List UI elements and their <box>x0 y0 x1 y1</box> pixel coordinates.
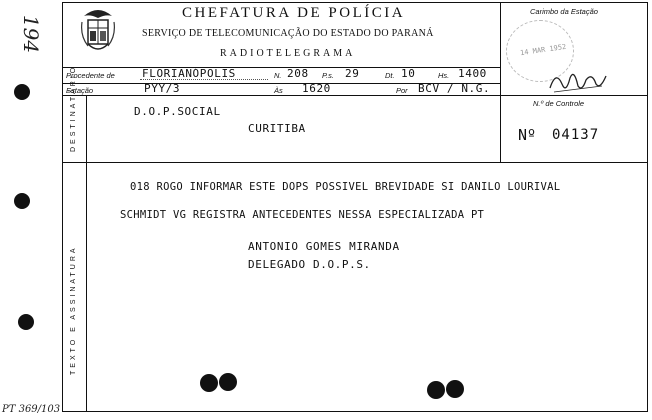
n-value: 208 <box>287 67 309 80</box>
destinatario-line1: D.O.P.SOCIAL <box>134 105 221 118</box>
punch-hole <box>446 380 464 398</box>
signature-name: ANTONIO GOMES MIRANDA <box>248 240 400 253</box>
estacao-value: PYY/3 <box>144 82 181 95</box>
body-line1: 018 ROGO INFORMAR ESTE DOPS POSSIVEL BREVIDADE SI DANILO LOURIVAL <box>130 181 561 193</box>
control-label: N.º de Controle <box>533 99 585 108</box>
hrs-label: Hs. <box>438 71 450 80</box>
header-title: CHEFATURA DE POLÍCIA <box>182 5 406 21</box>
punch-hole <box>427 381 445 399</box>
pal-value: 29 <box>345 67 360 80</box>
punch-hole <box>200 374 218 392</box>
as-value: 1620 <box>302 82 331 95</box>
as-label: Às <box>274 86 283 95</box>
estacao-label: Estação <box>66 86 94 95</box>
n-label: N. <box>274 71 282 80</box>
por-value: BCV / N.G. <box>418 82 491 95</box>
stamp-divider <box>500 2 501 162</box>
destinatario-label: DESTINATÁRIO <box>70 64 77 152</box>
stamp-date: 14 MAR 1952 <box>519 42 567 58</box>
texto-label: TEXTO E ASSINATURA <box>70 245 77 375</box>
coat-of-arms-icon <box>80 6 116 58</box>
header-type: RADIOTELEGRAMA <box>220 48 356 59</box>
control-number-prefix: Nº <box>518 126 537 144</box>
procedente-label: Procedente de <box>66 71 115 80</box>
header-subtitle: SERVIÇO DE TELECOMUNICAÇÃO DO ESTADO DO PARANÁ <box>142 28 434 39</box>
punch-hole <box>219 373 237 391</box>
control-number-value: 04137 <box>552 127 600 143</box>
reference-note: PT 369/103 <box>2 404 61 415</box>
dt-value: 10 <box>401 67 416 80</box>
stamp-label: Carimbo da Estação <box>530 7 598 16</box>
procedente-value: FLORIANÓPOLIS <box>142 67 236 80</box>
punch-hole <box>18 314 34 330</box>
punch-hole <box>14 193 30 209</box>
destinatario-line2: CURITIBA <box>248 122 306 135</box>
punch-hole <box>14 84 30 100</box>
por-label: Por <box>396 86 408 95</box>
dt-label: Dt. <box>385 71 395 80</box>
page-number-note: 194 <box>19 14 44 54</box>
signature-title: DELEGADO D.O.P.S. <box>248 258 371 271</box>
body-line2: SCHMIDT VG REGISTRA ANTECEDENTES NESSA ESPECIALIZADA PT <box>120 209 485 221</box>
signature-scribble <box>548 66 608 96</box>
hrs-value: 1400 <box>458 67 487 80</box>
label-column-divider <box>86 95 87 411</box>
pal-label: P.s. <box>322 71 334 80</box>
